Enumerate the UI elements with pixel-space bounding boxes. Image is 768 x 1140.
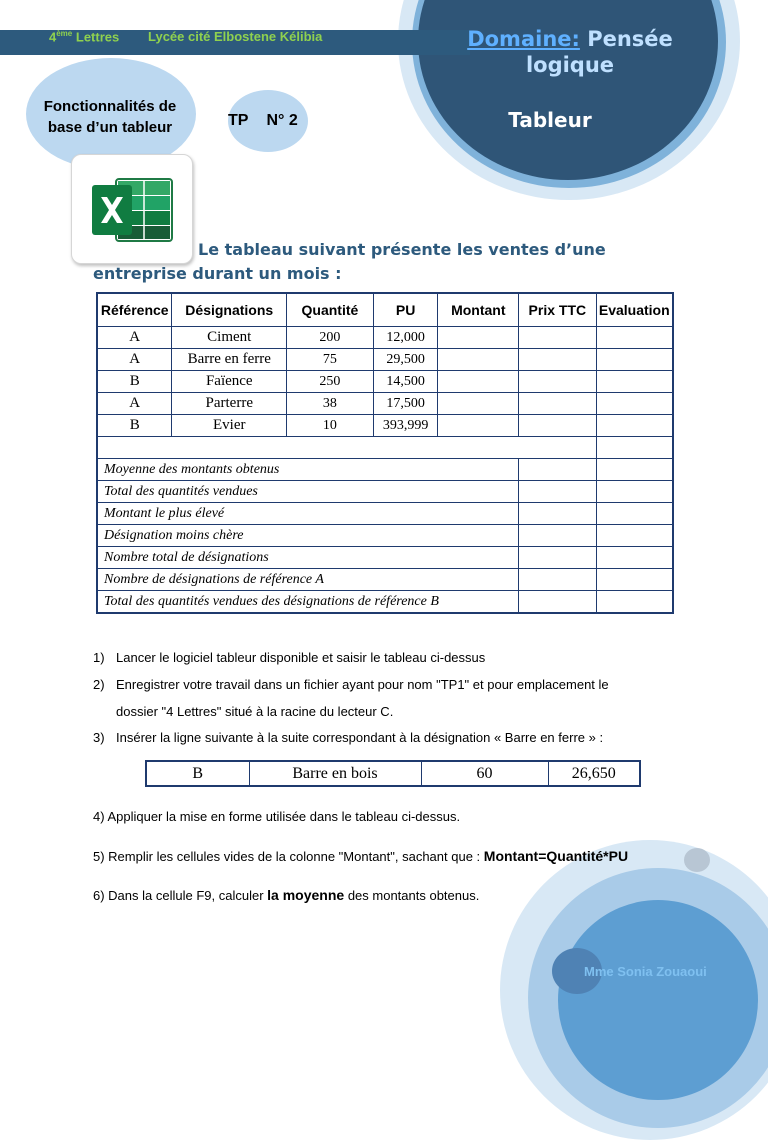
- summary-value: [519, 459, 596, 481]
- tp-number: [228, 112, 316, 130]
- summary-evaluation: [596, 591, 673, 614]
- cell-montant: [438, 415, 519, 437]
- summary-value: [519, 525, 596, 547]
- summary-row: [97, 481, 673, 503]
- tp-label: TP: [228, 112, 249, 129]
- header-band: [0, 30, 470, 55]
- cell-pu: 14,500: [373, 371, 438, 393]
- cell-montant: [438, 371, 519, 393]
- cell-evaluation: [596, 327, 673, 349]
- cell-reference: B: [97, 371, 172, 393]
- cell-prix-ttc: [519, 371, 596, 393]
- cell-montant: [438, 327, 519, 349]
- summary-row: [97, 459, 673, 481]
- cell-prix-ttc: [519, 327, 596, 349]
- cell-prix-ttc: [519, 415, 596, 437]
- summary-label: Désignation moins chère: [97, 525, 519, 547]
- cell-pu: 393,999: [373, 415, 438, 437]
- subject-title: Tableur: [508, 108, 592, 132]
- author-name: Mme Sonia Zouaoui: [584, 964, 707, 979]
- cell-pu: 12,000: [373, 327, 438, 349]
- table-row: [97, 371, 673, 393]
- summary-label: Total des quantités vendues: [97, 481, 519, 503]
- intro-line-1: Le tableau suivant présente les ventes d’une: [198, 240, 606, 259]
- table-row: [146, 761, 640, 786]
- cell-evaluation: [596, 393, 673, 415]
- table-row: [97, 393, 673, 415]
- decorative-circle: [558, 900, 758, 1100]
- insert-designation: Barre en bois: [249, 761, 421, 786]
- class-level: 4ème Lettres: [49, 29, 120, 45]
- instruction-5: 5) Remplir les cellules vides de la colonne "Montant", sachant que : Montant=Quantité*PU: [93, 848, 629, 864]
- summary-row: [97, 591, 673, 614]
- domain-label: Domaine:: [467, 27, 580, 51]
- cell-evaluation: [596, 415, 673, 437]
- cell-reference: B: [97, 415, 172, 437]
- formula: Montant=Quantité*PU: [483, 848, 629, 864]
- header-reference: Référence: [97, 293, 172, 327]
- summary-label: Total des quantités vendues des désignations de référence B: [97, 591, 519, 614]
- domain-title: [420, 26, 720, 78]
- header-pu: PU: [373, 293, 438, 327]
- empty-cell: [596, 437, 673, 459]
- summary-label: Moyenne des montants obtenus: [97, 459, 519, 481]
- summary-label: Nombre de désignations de référence A: [97, 569, 519, 591]
- instruction-2: 2) Enregistrer votre travail dans un fichier ayant pour nom "TP1" et pour emplacement le: [93, 677, 609, 692]
- cell-montant: [438, 393, 519, 415]
- instruction-1: 1) Lancer le logiciel tableur disponible et saisir le tableau ci-dessus: [93, 650, 486, 665]
- summary-label: Montant le plus élevé: [97, 503, 519, 525]
- summary-row: [97, 525, 673, 547]
- cell-designation: Parterre: [172, 393, 287, 415]
- tp-value: N° 2: [266, 112, 298, 129]
- summary-row: [97, 503, 673, 525]
- sales-table: [96, 292, 674, 614]
- cell-evaluation: [596, 371, 673, 393]
- cell-designation: Ciment: [172, 327, 287, 349]
- instruction-4: 4) Appliquer la mise en forme utilisée dans le tableau ci-dessus.: [93, 809, 461, 824]
- summary-evaluation: [596, 569, 673, 591]
- cell-pu: 17,500: [373, 393, 438, 415]
- school-name: Lycée cité Elbostene Kélibia: [148, 29, 323, 44]
- table-header-row: [97, 293, 673, 327]
- cell-prix-ttc: [519, 349, 596, 371]
- cell-prix-ttc: [519, 393, 596, 415]
- table-row: [97, 349, 673, 371]
- table-row: [97, 415, 673, 437]
- header-designations: Désignations: [172, 293, 287, 327]
- summary-evaluation: [596, 481, 673, 503]
- cell-designation: Faïence: [172, 371, 287, 393]
- cell-quantity: 200: [287, 327, 374, 349]
- cell-reference: A: [97, 349, 172, 371]
- insert-pu: 26,650: [548, 761, 640, 786]
- summary-value: [519, 547, 596, 569]
- lesson-title: Fonctionnalités de base d’un tableur: [43, 98, 177, 136]
- summary-evaluation: [596, 459, 673, 481]
- summary-evaluation: [596, 503, 673, 525]
- header-evaluation: Evaluation: [596, 293, 673, 327]
- summary-value: [519, 481, 596, 503]
- empty-cell: [97, 437, 596, 459]
- intro-text: [93, 238, 673, 286]
- summary-evaluation: [596, 547, 673, 569]
- cell-evaluation: [596, 349, 673, 371]
- summary-row: [97, 569, 673, 591]
- cell-quantity: 38: [287, 393, 374, 415]
- table-row: [97, 327, 673, 349]
- summary-row: [97, 547, 673, 569]
- summary-value: [519, 569, 596, 591]
- instruction-6: 6) Dans la cellule F9, calculer la moyenne des montants obtenus.: [93, 887, 480, 903]
- domain-value: Pensée logique: [525, 27, 673, 77]
- cell-designation: Barre en ferre: [172, 349, 287, 371]
- decorative-circle: [684, 848, 710, 872]
- cell-quantity: 10: [287, 415, 374, 437]
- summary-label: Nombre total de désignations: [97, 547, 519, 569]
- cell-pu: 29,500: [373, 349, 438, 371]
- cell-quantity: 250: [287, 371, 374, 393]
- instruction-3: 3) Insérer la ligne suivante à la suite correspondant à la désignation « Barre en ferre » :: [93, 730, 604, 745]
- cell-reference: A: [97, 327, 172, 349]
- table-empty-row: [97, 437, 673, 459]
- intro-line-2: entreprise durant un mois :: [93, 264, 342, 283]
- header-quantity: Quantité: [287, 293, 374, 327]
- summary-value: [519, 591, 596, 614]
- cell-designation: Evier: [172, 415, 287, 437]
- summary-evaluation: [596, 525, 673, 547]
- insert-row-table: [145, 760, 641, 787]
- cell-reference: A: [97, 393, 172, 415]
- insert-reference: B: [146, 761, 249, 786]
- cell-quantity: 75: [287, 349, 374, 371]
- header-prix-ttc: Prix TTC: [519, 293, 596, 327]
- summary-value: [519, 503, 596, 525]
- cell-montant: [438, 349, 519, 371]
- instruction-2-continued: dossier "4 Lettres" situé à la racine du lecteur C.: [116, 704, 394, 719]
- insert-quantity: 60: [421, 761, 548, 786]
- header-montant: Montant: [438, 293, 519, 327]
